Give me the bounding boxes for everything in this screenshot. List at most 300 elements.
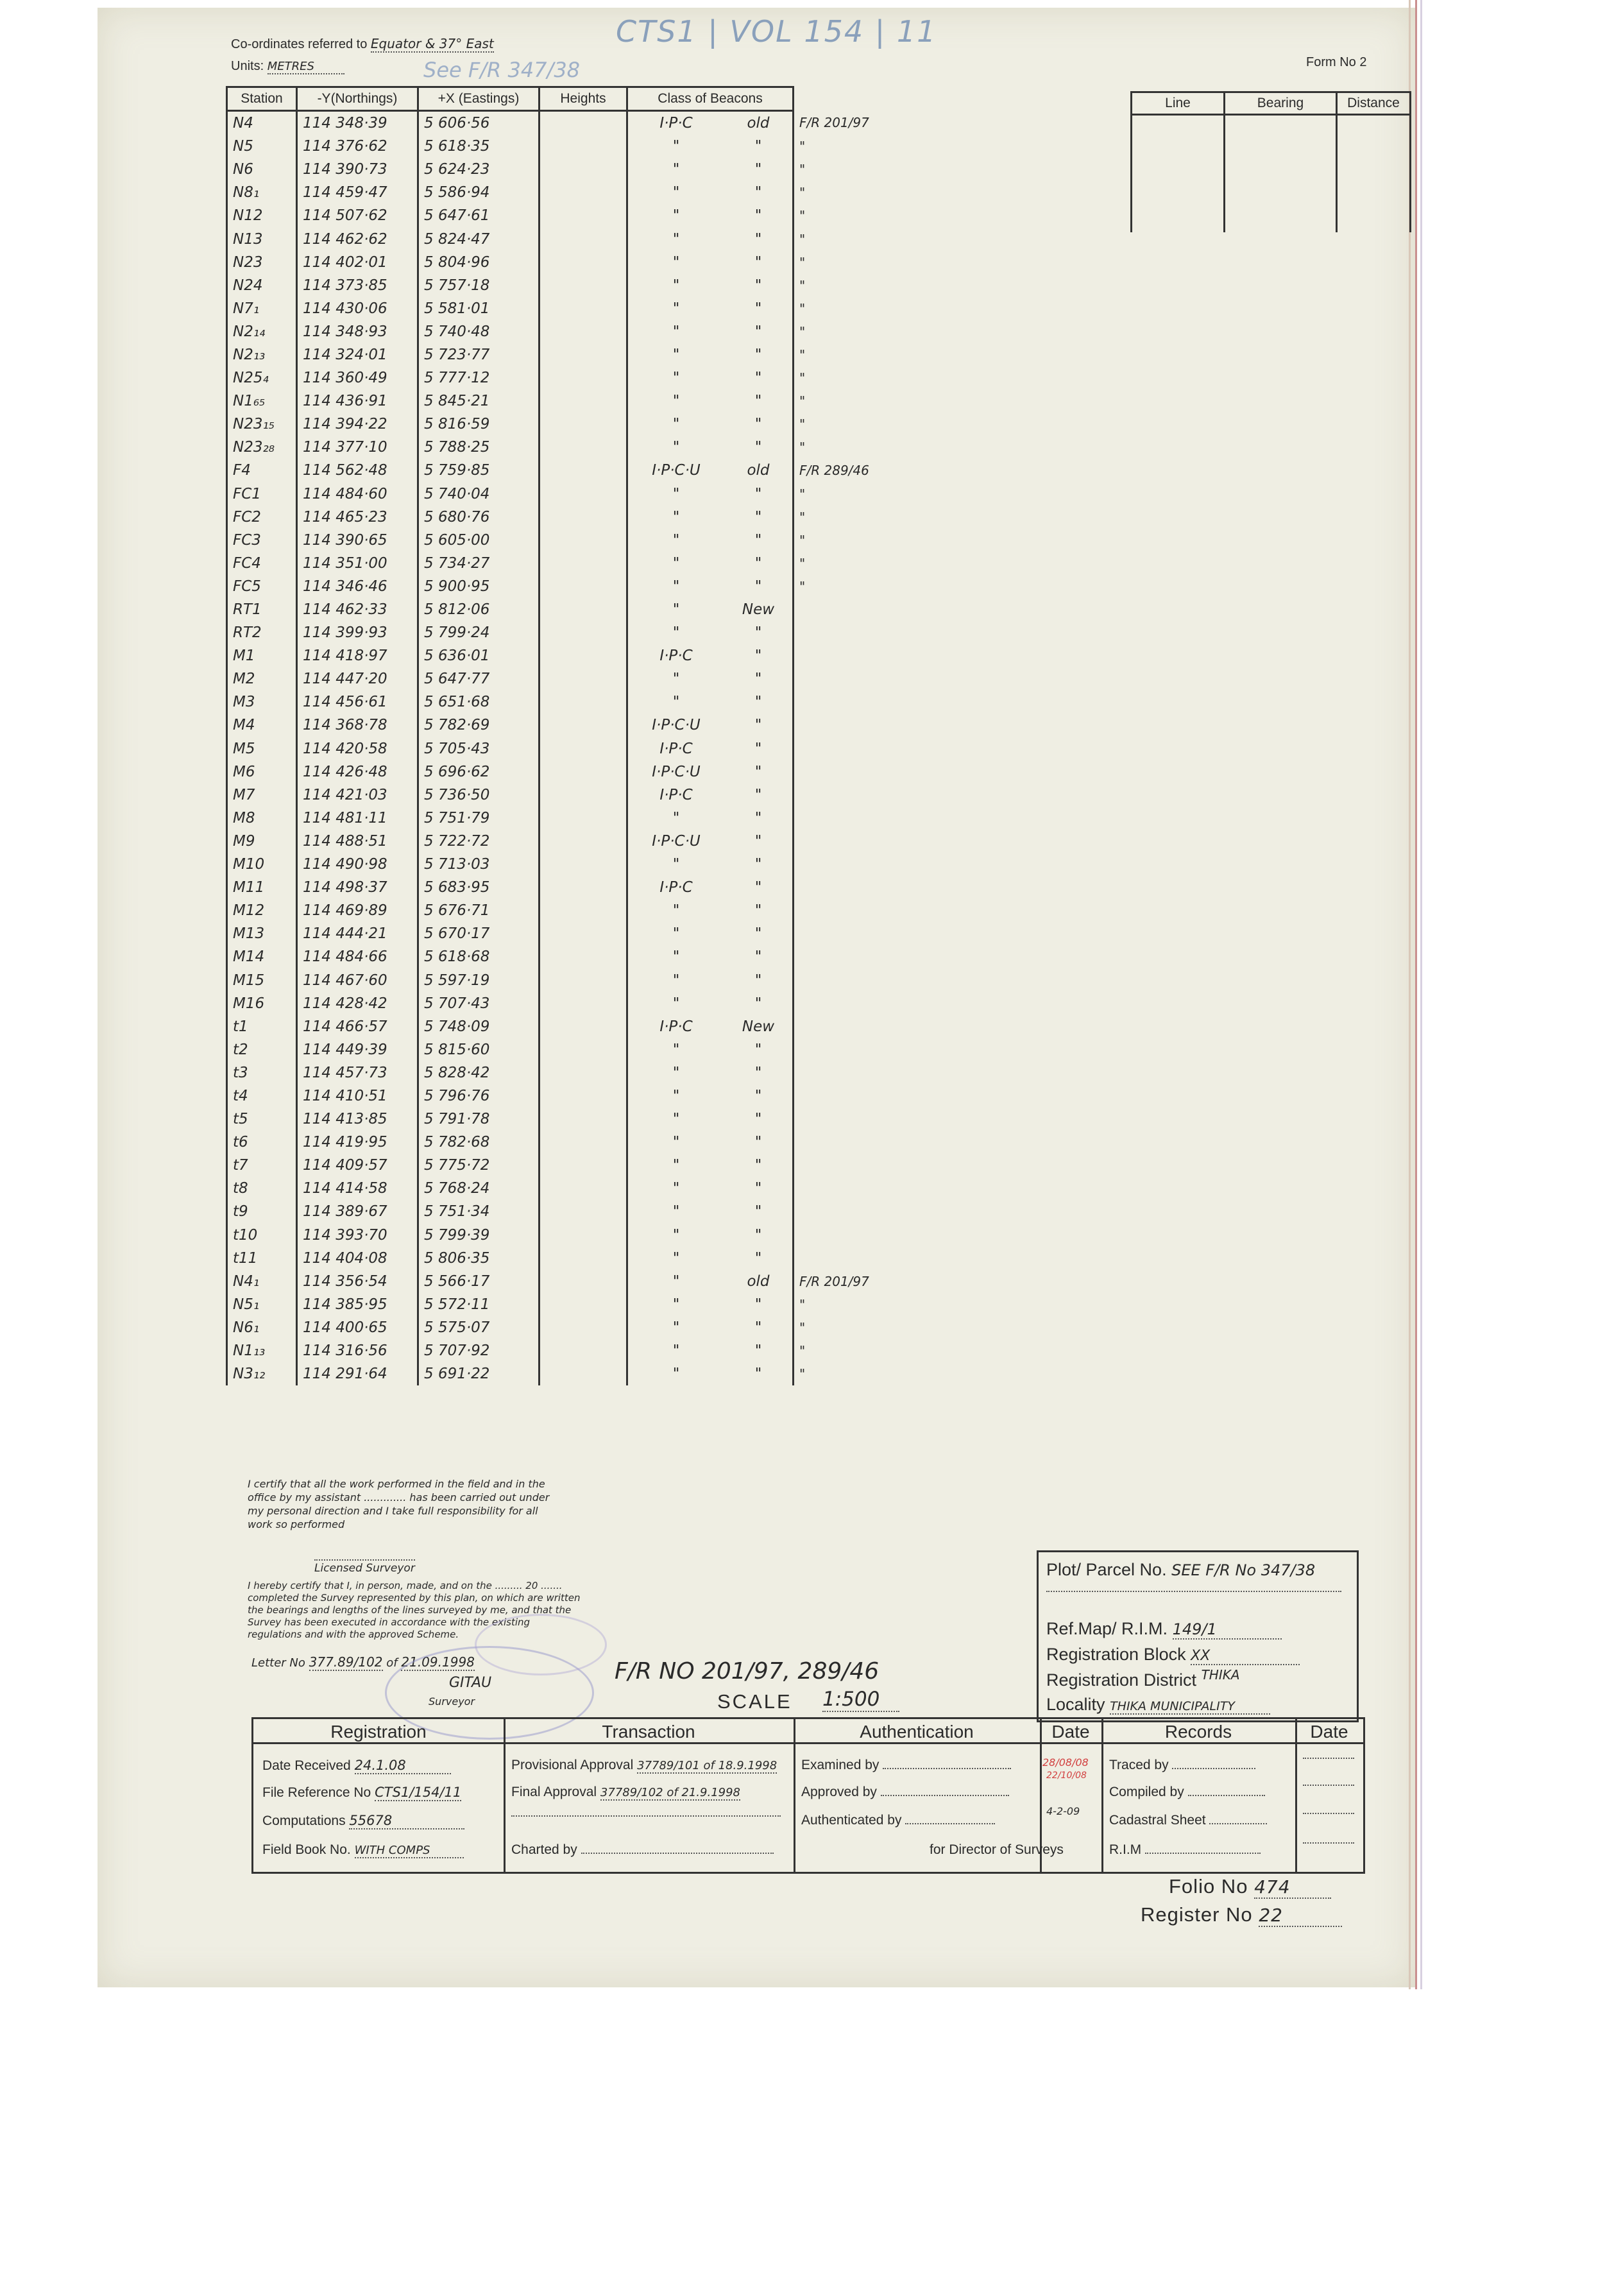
height-cell xyxy=(540,1177,627,1200)
block-value: XX xyxy=(1191,1648,1300,1665)
fr-reference-cell: " xyxy=(799,231,806,247)
beacon-class-cell: " xyxy=(627,343,725,366)
fr-reference-cell xyxy=(794,1200,876,1223)
rim-line xyxy=(1109,1842,1261,1858)
coordinate-row xyxy=(227,158,876,181)
station-cell: M15 xyxy=(227,968,297,991)
col-header-line: Line xyxy=(1132,92,1225,115)
beacon-class-cell: " xyxy=(627,899,725,922)
beacon-class-cell: I·P·C xyxy=(627,644,725,667)
coordinate-row xyxy=(227,1015,876,1038)
height-cell xyxy=(540,1200,627,1223)
fr-reference-cell: " xyxy=(799,532,806,548)
northing-cell: 114 457·73 xyxy=(297,1061,418,1084)
refmap-label: Ref.Map/ R.I.M. xyxy=(1046,1619,1168,1638)
height-cell xyxy=(540,366,627,390)
easting-cell: 5 759·85 xyxy=(418,459,540,482)
approved-signature xyxy=(881,1795,1009,1796)
beacon-class-cell: " xyxy=(627,1108,725,1131)
coordinate-row xyxy=(227,204,876,227)
easting-cell: 5 736·50 xyxy=(418,784,540,807)
traced-value xyxy=(1172,1768,1255,1769)
coordinate-row xyxy=(227,922,876,945)
beacon-class-cell: I·P·C xyxy=(627,876,725,899)
coordinate-row xyxy=(227,1154,876,1177)
easting-cell: 5 799·39 xyxy=(418,1224,540,1247)
easting-cell: 5 618·35 xyxy=(418,135,540,158)
beacon-status-cell: " xyxy=(724,1362,794,1385)
col-header-eastings: +X (Eastings) xyxy=(418,87,540,111)
easting-cell: 5 572·11 xyxy=(418,1293,540,1316)
coordinate-row xyxy=(227,1247,876,1270)
district-value: THIKA xyxy=(1201,1667,1240,1683)
fr-reference-cell: " xyxy=(799,185,806,201)
coordinate-row xyxy=(227,227,876,250)
station-cell: M6 xyxy=(227,760,297,784)
locality-value: THIKA MUNICIPALITY xyxy=(1110,1699,1270,1715)
transaction-blank-line xyxy=(511,1815,781,1817)
fr-reference-cell: " xyxy=(799,486,806,502)
northing-cell: 114 393·70 xyxy=(297,1224,418,1247)
coordinate-row xyxy=(227,1131,876,1154)
distance-cell xyxy=(1337,115,1411,233)
fr-note: F/R NO 201/97, 289/46 xyxy=(615,1658,879,1684)
easting-cell: 5 691·22 xyxy=(418,1362,540,1385)
letter-value: 377.89/102 xyxy=(309,1654,383,1670)
beacon-class-cell: " xyxy=(627,1084,725,1108)
height-cell xyxy=(540,737,627,760)
station-cell: N23₂₈ xyxy=(227,436,297,459)
fr-reference-cell xyxy=(794,1038,876,1061)
easting-cell: 5 647·61 xyxy=(418,204,540,227)
easting-cell: 5 723·77 xyxy=(418,343,540,366)
height-cell xyxy=(540,1293,627,1316)
northing-cell: 114 421·03 xyxy=(297,784,418,807)
northing-cell: 114 447·20 xyxy=(297,667,418,690)
beacon-status-cell: " xyxy=(724,366,794,390)
register-line xyxy=(1141,1903,1342,1927)
beacon-status-cell: " xyxy=(724,227,794,250)
provisional-value: 37789/101 of 18.9.1998 xyxy=(637,1759,778,1772)
coordinate-row xyxy=(227,251,876,274)
computations-label: Computations xyxy=(262,1813,346,1828)
beacon-class-cell: " xyxy=(627,1038,725,1061)
file-ref-line xyxy=(262,1785,461,1801)
easting-cell: 5 647·77 xyxy=(418,667,540,690)
fr-reference-cell xyxy=(794,737,876,760)
easting-cell: 5 566·17 xyxy=(418,1270,540,1293)
beacon-class-cell: " xyxy=(627,227,725,250)
height-cell xyxy=(540,575,627,598)
coordinate-row xyxy=(227,575,876,598)
beacon-class-cell: " xyxy=(627,135,725,158)
beacon-status-cell: " xyxy=(724,483,794,506)
station-cell: N6₁ xyxy=(227,1316,297,1339)
height-cell xyxy=(540,644,627,667)
coordinate-row xyxy=(227,876,876,899)
easting-cell: 5 751·79 xyxy=(418,807,540,830)
coordinate-row xyxy=(227,992,876,1015)
file-ref-label: File Reference No xyxy=(262,1785,371,1800)
beacon-status-cell: " xyxy=(724,436,794,459)
height-cell xyxy=(540,1084,627,1108)
beacon-status-cell: " xyxy=(724,830,794,853)
folio-label: Folio No xyxy=(1169,1875,1248,1898)
easting-cell: 5 707·43 xyxy=(418,992,540,1015)
northing-cell: 114 466·57 xyxy=(297,1015,418,1038)
beacon-status-cell: " xyxy=(724,644,794,667)
beacon-class-cell: " xyxy=(627,320,725,343)
station-cell: M8 xyxy=(227,807,297,830)
station-cell: t11 xyxy=(227,1247,297,1270)
beacon-class-cell: " xyxy=(627,552,725,575)
form-number: Form No 2 xyxy=(1306,55,1367,69)
fr-reference-cell: " xyxy=(799,1319,806,1335)
northing-cell: 114 430·06 xyxy=(297,297,418,320)
height-cell xyxy=(540,922,627,945)
station-cell: N8₁ xyxy=(227,181,297,204)
northing-cell: 114 426·48 xyxy=(297,760,418,784)
header-date: Date xyxy=(1051,1722,1090,1742)
beacon-status-cell: " xyxy=(724,1084,794,1108)
northing-cell: 114 324·01 xyxy=(297,343,418,366)
easting-cell: 5 816·59 xyxy=(418,413,540,436)
fr-reference-cell: " xyxy=(799,277,806,293)
height-cell xyxy=(540,390,627,413)
beacon-class-cell: " xyxy=(627,575,725,598)
beacon-class-cell: " xyxy=(627,1061,725,1084)
fr-reference-cell: F/R 289/46 xyxy=(799,463,869,479)
units-value: METRES xyxy=(268,60,344,74)
registration-header-divider xyxy=(253,1742,1363,1744)
coordinate-row xyxy=(227,1362,876,1385)
easting-cell: 5 581·01 xyxy=(418,297,540,320)
beacon-status-cell: " xyxy=(724,807,794,830)
height-cell xyxy=(540,807,627,830)
traced-line xyxy=(1109,1758,1255,1773)
station-cell: M9 xyxy=(227,830,297,853)
beacon-status-cell: New xyxy=(724,598,794,621)
beacon-status-cell: " xyxy=(724,320,794,343)
coordinate-row xyxy=(227,621,876,644)
col-header-northings: -Y(Northings) xyxy=(297,87,418,111)
northing-cell: 114 390·65 xyxy=(297,529,418,552)
block-line xyxy=(1046,1645,1300,1665)
height-cell xyxy=(540,1061,627,1084)
height-cell xyxy=(540,506,627,529)
northing-cell: 114 469·89 xyxy=(297,899,418,922)
station-cell: M13 xyxy=(227,922,297,945)
coordinate-row xyxy=(227,274,876,297)
height-cell xyxy=(540,413,627,436)
beacon-status-cell: " xyxy=(724,737,794,760)
beacon-status-cell: " xyxy=(724,158,794,181)
easting-cell: 5 845·21 xyxy=(418,390,540,413)
folio-line xyxy=(1169,1875,1331,1899)
beacon-class-cell: " xyxy=(627,366,725,390)
height-cell xyxy=(540,158,627,181)
station-cell: N7₁ xyxy=(227,297,297,320)
col-header-heights: Heights xyxy=(540,87,627,111)
beacon-status-cell: " xyxy=(724,297,794,320)
col-header-station: Station xyxy=(227,87,297,111)
beacon-class-cell: " xyxy=(627,1247,725,1270)
height-cell xyxy=(540,598,627,621)
charted-line xyxy=(511,1842,774,1858)
height-cell xyxy=(540,621,627,644)
scale-value: 1:500 xyxy=(822,1688,899,1712)
height-cell xyxy=(540,436,627,459)
station-cell: M1 xyxy=(227,644,297,667)
fr-reference-cell: F/R 201/97 xyxy=(799,1273,869,1289)
easting-cell: 5 683·95 xyxy=(418,876,540,899)
station-cell: FC2 xyxy=(227,506,297,529)
easting-cell: 5 804·96 xyxy=(418,251,540,274)
easting-cell: 5 705·43 xyxy=(418,737,540,760)
records-date-line xyxy=(1303,1813,1354,1814)
coordinate-row xyxy=(227,506,876,529)
beacon-class-cell: " xyxy=(627,390,725,413)
northing-cell: 114 399·93 xyxy=(297,621,418,644)
coordinate-row xyxy=(227,968,876,991)
fr-reference-cell: " xyxy=(799,323,806,339)
northing-cell: 114 428·42 xyxy=(297,992,418,1015)
height-cell xyxy=(540,320,627,343)
beacon-class-cell: " xyxy=(627,1293,725,1316)
final-value: 37789/102 of 21.9.1998 xyxy=(600,1786,741,1799)
coords-label: Co-ordinates referred to xyxy=(231,37,368,51)
height-cell xyxy=(540,1015,627,1038)
examined-label: Examined by xyxy=(801,1758,879,1772)
station-cell: FC4 xyxy=(227,552,297,575)
easting-cell: 5 740·04 xyxy=(418,483,540,506)
northing-cell: 114 316·56 xyxy=(297,1339,418,1362)
beacon-status-cell: " xyxy=(724,181,794,204)
col-header-class: Class of Beacons xyxy=(627,87,794,111)
station-cell: N25₄ xyxy=(227,366,297,390)
beacon-status-cell: " xyxy=(724,621,794,644)
height-cell xyxy=(540,111,627,135)
station-cell: t8 xyxy=(227,1177,297,1200)
northing-cell: 114 484·60 xyxy=(297,483,418,506)
coordinate-row xyxy=(227,945,876,968)
beacon-class-cell: " xyxy=(627,1177,725,1200)
coordinate-row xyxy=(227,690,876,714)
easting-cell: 5 636·01 xyxy=(418,644,540,667)
approved-line xyxy=(801,1785,1009,1800)
fr-reference-cell: " xyxy=(799,347,806,363)
beacon-class-cell: " xyxy=(627,181,725,204)
height-cell xyxy=(540,297,627,320)
beacon-class-cell: " xyxy=(627,945,725,968)
beacon-class-cell: I·P·C·U xyxy=(627,830,725,853)
station-cell: t10 xyxy=(227,1224,297,1247)
computations-line xyxy=(262,1813,464,1829)
northing-cell: 114 498·37 xyxy=(297,876,418,899)
fr-reference-cell xyxy=(794,853,876,876)
beacon-class-cell: " xyxy=(627,598,725,621)
northing-cell: 114 507·62 xyxy=(297,204,418,227)
fr-reference-cell: F/R 201/97 xyxy=(799,115,869,131)
beacon-status-cell: " xyxy=(724,992,794,1015)
plot-blank-line xyxy=(1046,1591,1341,1592)
fr-reference-cell xyxy=(794,1015,876,1038)
beacon-class-cell: " xyxy=(627,506,725,529)
fr-reference-cell xyxy=(794,621,876,644)
station-cell: M16 xyxy=(227,992,297,1015)
easting-cell: 5 740·48 xyxy=(418,320,540,343)
fr-reference-cell: " xyxy=(799,509,806,525)
easting-cell: 5 815·60 xyxy=(418,1038,540,1061)
beacon-status-cell: " xyxy=(724,714,794,737)
beacon-status-cell: " xyxy=(724,343,794,366)
beacon-class-cell: " xyxy=(627,968,725,991)
coordinate-row xyxy=(227,552,876,575)
height-cell xyxy=(540,1362,627,1385)
coordinate-row xyxy=(227,436,876,459)
station-cell: t7 xyxy=(227,1154,297,1177)
easting-cell: 5 828·42 xyxy=(418,1061,540,1084)
header-transaction: Transaction xyxy=(602,1722,695,1742)
examined-line xyxy=(801,1758,1011,1773)
northing-cell: 114 348·93 xyxy=(297,320,418,343)
cadastral-line xyxy=(1109,1813,1267,1828)
beacon-class-cell: " xyxy=(627,1224,725,1247)
beacon-status-cell: " xyxy=(724,899,794,922)
station-cell: M2 xyxy=(227,667,297,690)
height-cell xyxy=(540,1154,627,1177)
fr-reference-cell xyxy=(794,922,876,945)
fr-reference-cell xyxy=(794,690,876,714)
height-cell xyxy=(540,1038,627,1061)
date-received-value: 24.1.08 xyxy=(355,1758,451,1774)
fr-reference-cell xyxy=(794,714,876,737)
fr-reference-cell: " xyxy=(799,254,806,270)
fr-reference-cell xyxy=(794,830,876,853)
beacon-status-cell: " xyxy=(724,575,794,598)
beacon-class-cell: I·P·C xyxy=(627,111,725,135)
northing-cell: 114 459·47 xyxy=(297,181,418,204)
coordinate-row xyxy=(227,714,876,737)
coordinate-row xyxy=(227,1177,876,1200)
beacon-status-cell: " xyxy=(724,1108,794,1131)
fr-reference-cell xyxy=(794,876,876,899)
records-date-line xyxy=(1303,1785,1354,1786)
height-cell xyxy=(540,1108,627,1131)
header-registration: Registration xyxy=(330,1722,427,1742)
height-cell xyxy=(540,251,627,274)
station-cell: N5 xyxy=(227,135,297,158)
northing-cell: 114 385·95 xyxy=(297,1293,418,1316)
northing-cell: 114 562·48 xyxy=(297,459,418,482)
beacon-class-cell: " xyxy=(627,992,725,1015)
northing-cell: 114 410·51 xyxy=(297,1084,418,1108)
station-cell: FC5 xyxy=(227,575,297,598)
records-date-line xyxy=(1303,1758,1354,1759)
fr-reference-cell xyxy=(794,992,876,1015)
register-value: 22 xyxy=(1259,1905,1342,1927)
northing-cell: 114 436·91 xyxy=(297,390,418,413)
height-cell xyxy=(540,135,627,158)
easting-cell: 5 651·68 xyxy=(418,690,540,714)
station-cell: t1 xyxy=(227,1015,297,1038)
sheet-edge-line-violet xyxy=(1420,0,1422,1989)
height-cell xyxy=(540,714,627,737)
northing-cell: 114 467·60 xyxy=(297,968,418,991)
easting-cell: 5 751·34 xyxy=(418,1200,540,1223)
beacon-class-cell: " xyxy=(627,1362,725,1385)
station-cell: M14 xyxy=(227,945,297,968)
easting-cell: 5 696·62 xyxy=(418,760,540,784)
station-cell: M4 xyxy=(227,714,297,737)
beacon-status-cell: " xyxy=(724,690,794,714)
fr-reference-cell xyxy=(794,1061,876,1084)
beacon-status-cell: " xyxy=(724,390,794,413)
height-cell xyxy=(540,876,627,899)
beacon-class-cell: I·P·C·U xyxy=(627,714,725,737)
beacon-class-cell: " xyxy=(627,1200,725,1223)
coordinates-table-body xyxy=(227,111,876,1386)
northing-cell: 114 377·10 xyxy=(297,436,418,459)
approved-label: Approved by xyxy=(801,1785,877,1799)
coords-label-line xyxy=(231,36,494,53)
coordinate-row xyxy=(227,1108,876,1131)
beacon-status-cell: New xyxy=(724,1015,794,1038)
coordinate-row xyxy=(227,135,876,158)
beacon-class-cell: " xyxy=(627,529,725,552)
northing-cell: 114 444·21 xyxy=(297,922,418,945)
licensed-surveyor-label: Licensed Surveyor xyxy=(314,1559,415,1575)
coordinate-row xyxy=(227,899,876,922)
fr-reference-cell: " xyxy=(799,162,806,178)
beacon-status-cell: " xyxy=(724,1247,794,1270)
coordinate-row xyxy=(227,1339,876,1362)
fr-reference-cell: " xyxy=(799,578,806,594)
station-cell: RT2 xyxy=(227,621,297,644)
station-cell: t9 xyxy=(227,1200,297,1223)
col-header-bearing: Bearing xyxy=(1225,92,1337,115)
height-cell xyxy=(540,1270,627,1293)
easting-cell: 5 812·06 xyxy=(418,598,540,621)
coordinate-row xyxy=(227,1270,876,1293)
northing-cell: 114 402·01 xyxy=(297,251,418,274)
easting-cell: 5 788·25 xyxy=(418,436,540,459)
height-cell xyxy=(540,1131,627,1154)
coordinate-row xyxy=(227,644,876,667)
northing-cell: 114 490·98 xyxy=(297,853,418,876)
fieldbook-label: Field Book No. xyxy=(262,1842,351,1857)
fr-reference-cell: " xyxy=(799,300,806,316)
fr-reference-cell xyxy=(794,1154,876,1177)
station-cell: N24 xyxy=(227,274,297,297)
beacon-status-cell: " xyxy=(724,922,794,945)
beacon-status-cell: " xyxy=(724,1154,794,1177)
station-cell: N13 xyxy=(227,227,297,250)
certification-text: I certify that all the work performed in the field and in the office by my assistant ............. has been carried out under my personal direction and I take full responsibility for all work so performed xyxy=(248,1478,550,1530)
easting-cell: 5 900·95 xyxy=(418,575,540,598)
northing-cell: 114 356·54 xyxy=(297,1270,418,1293)
height-cell xyxy=(540,992,627,1015)
beacon-class-cell: I·P·C xyxy=(627,1015,725,1038)
fr-reference-cell: " xyxy=(799,1343,806,1359)
station-cell: N4 xyxy=(227,111,297,135)
easting-cell: 5 618·68 xyxy=(418,945,540,968)
fr-reference-cell xyxy=(794,1131,876,1154)
coordinates-table xyxy=(226,86,877,1385)
fr-reference-cell xyxy=(794,1177,876,1200)
folio-value: 474 xyxy=(1254,1876,1331,1899)
surveyor-name: GITAU xyxy=(449,1675,492,1691)
